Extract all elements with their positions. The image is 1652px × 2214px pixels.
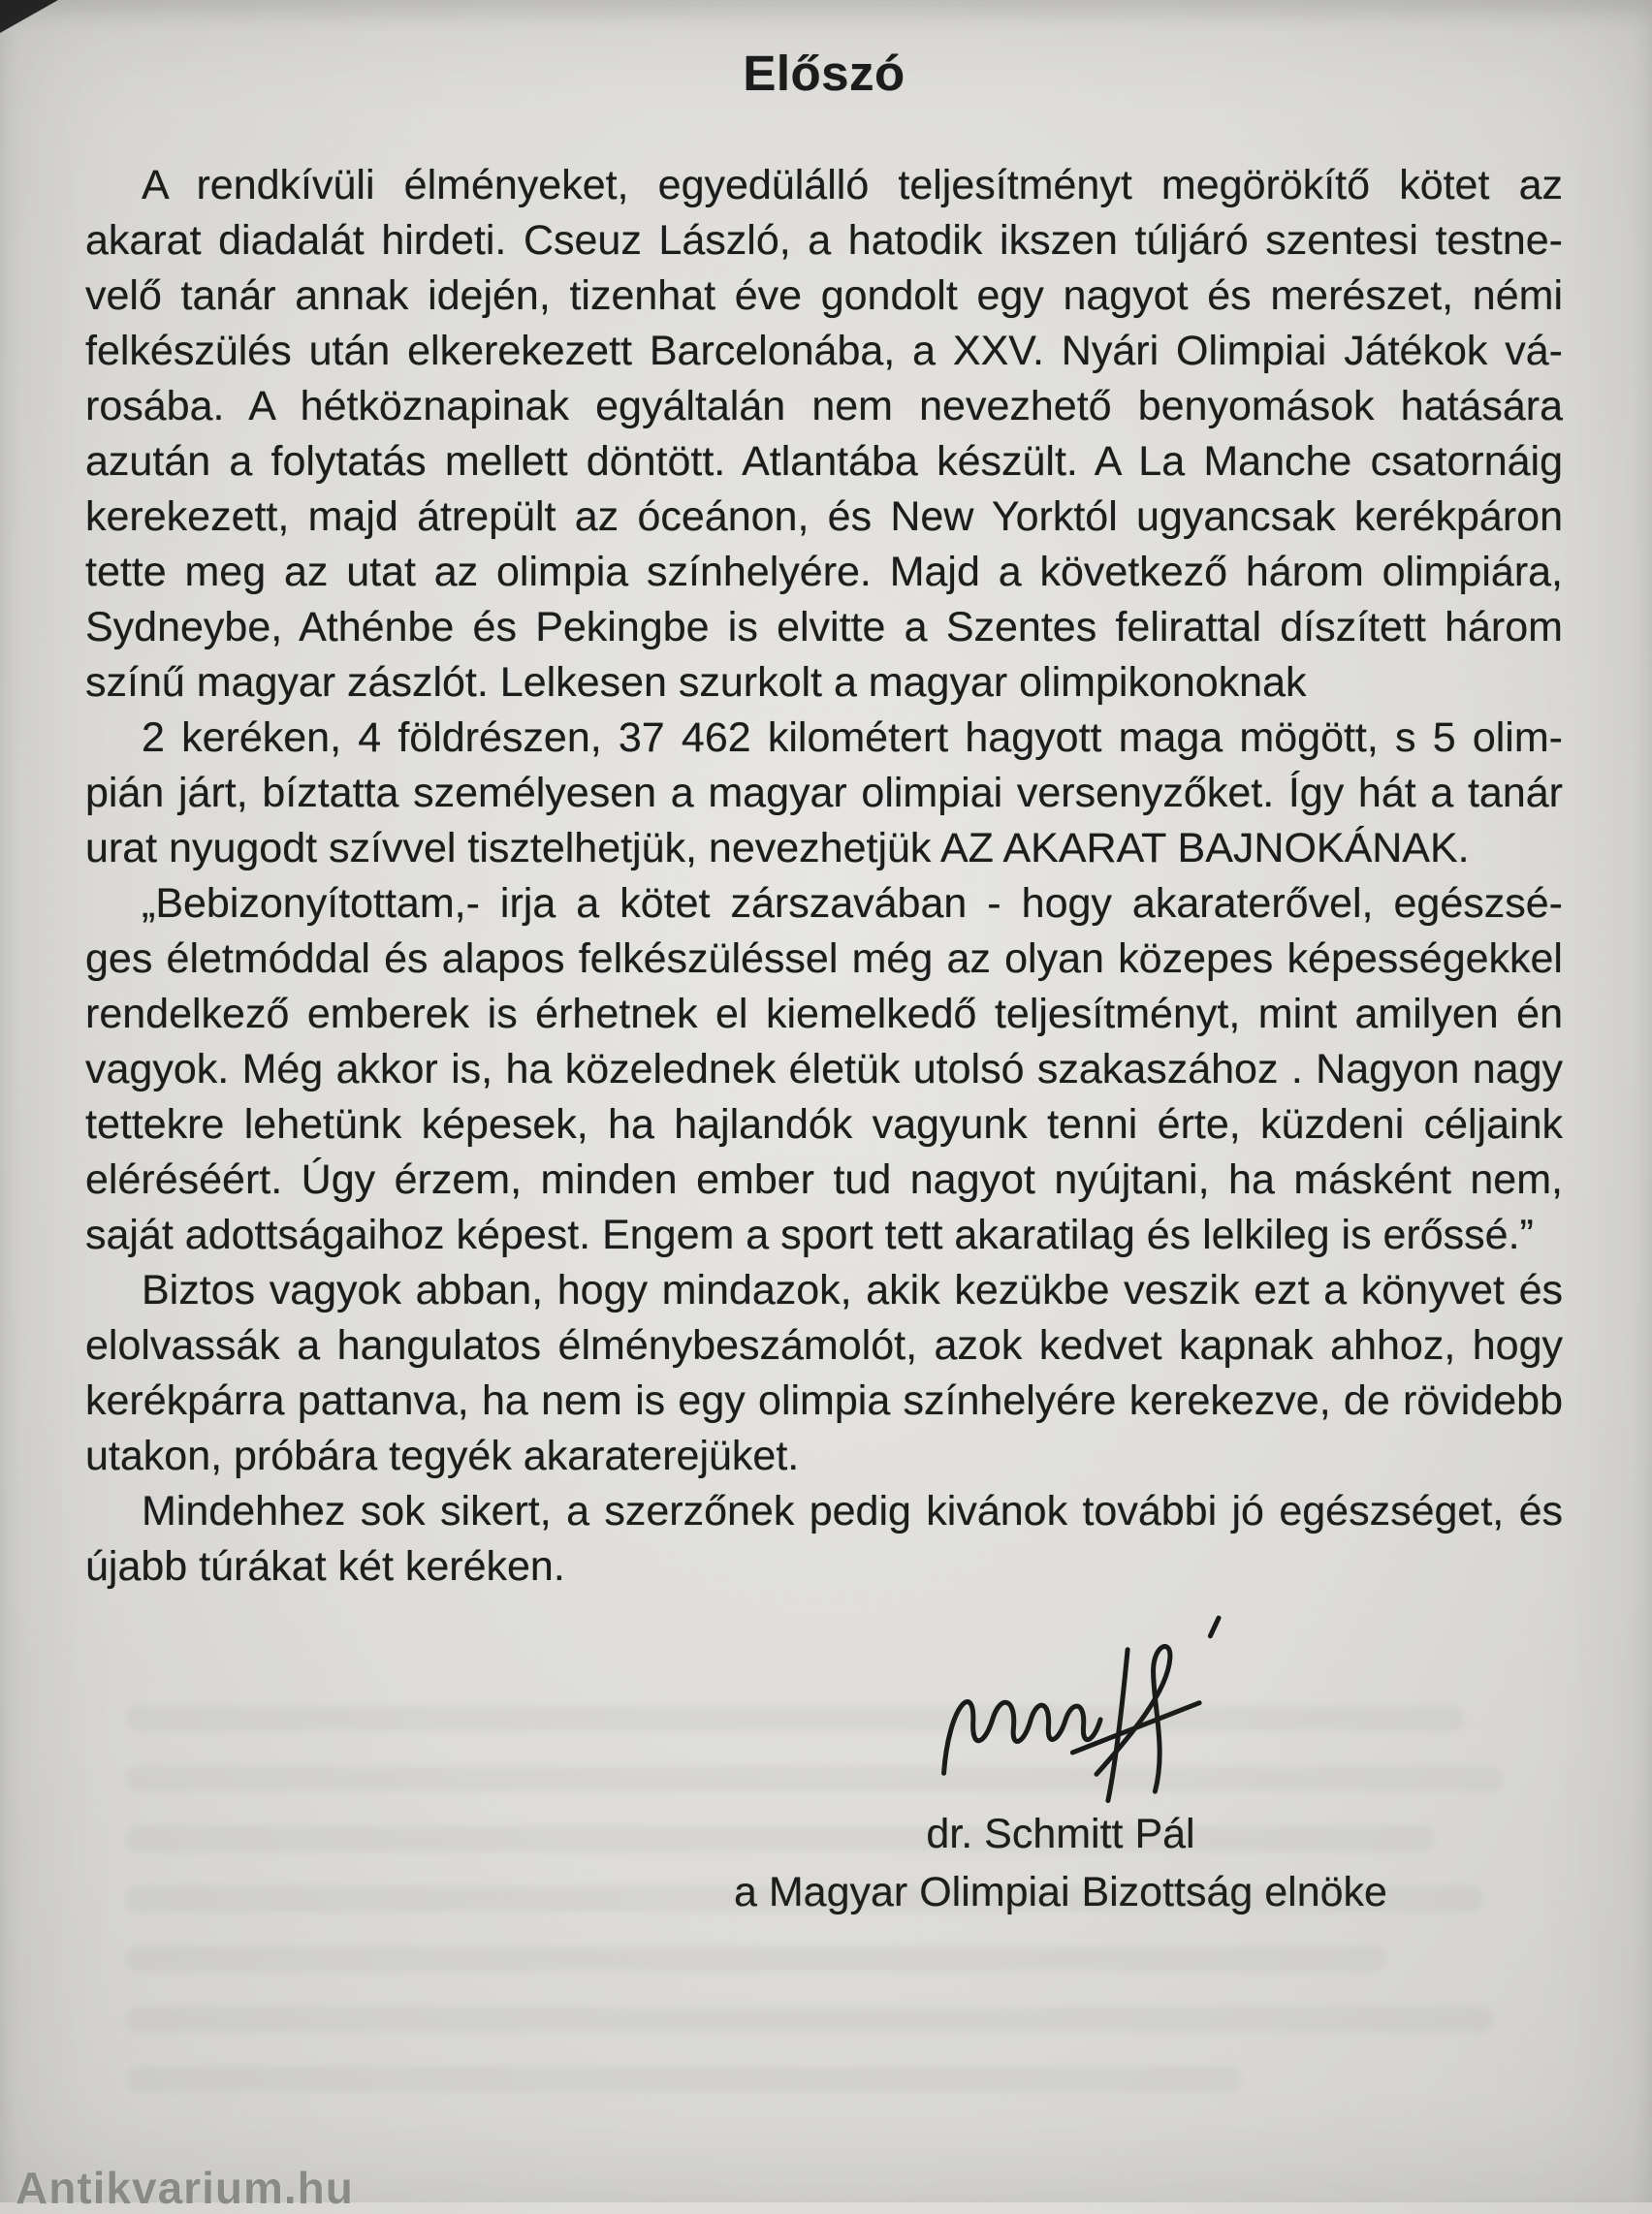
paragraph — [85, 1263, 1563, 1484]
text-line: elolvassák a hangulatos élménybeszámolót, azok kedvet kapnak ahhoz, hogy — [85, 1322, 1563, 1369]
text-line: 2 keréken, 4 földrészen, 37 462 kilométert hagyott maga mögött, s 5 olim- — [142, 714, 1563, 761]
text-line: saját adottságaihoz képest. Engem a sport tett akaratilag és lelkileg is erőssé.” — [85, 1212, 1534, 1258]
text-line: Biztos vagyok abban, hogy mindazok, akik kezükbe veszik ezt a könyvet és — [142, 1267, 1563, 1313]
signature-scribble — [918, 1609, 1251, 1830]
page-title: Előszó — [743, 46, 905, 101]
bleed-through-line — [126, 2007, 1493, 2032]
text-line: eléréséért. Úgy érzem, minden ember tud nagyot nyújtani, ha másként nem, — [85, 1156, 1563, 1203]
text-line: akarat diadalát hirdeti. Cseuz László, a hatodik ikszen túljáró szentesi testne- — [85, 217, 1563, 264]
paragraph — [85, 158, 1563, 711]
text-line: urat nyugodt szívvel tisztelhetjük, nevezhetjük AZ AKARAT BAJNOKÁNAK. — [85, 825, 1470, 871]
text-line: felkészülés után elkerekezett Barcelonába, a XXV. Nyári Olimpiai Játékok vá- — [85, 328, 1563, 374]
text-line: tettekre lehetünk képesek, ha hajlandók vagyunk tenni érte, küzdeni céljaink — [85, 1101, 1563, 1148]
text-line: velő tanár annak idején, tizenhat éve gondolt egy nagyot és merészet, némi — [85, 272, 1563, 319]
signature-section — [721, 1620, 1400, 1921]
signature-name: dr. Schmitt Pál — [926, 1811, 1195, 1857]
text-line: ges életmóddal és alapos felkészüléssel még az olyan közepes képességekkel — [85, 935, 1563, 982]
text-line: „Bebizonyítottam,- irja a kötet zárszavában - hogy akaraterővel, egészsé- — [142, 880, 1563, 927]
text-line: színű magyar zászlót. Lelkesen szurkolt a magyar olimpikonoknak — [85, 659, 1307, 706]
paragraph — [85, 876, 1563, 1263]
text-line: A rendkívüli élményeket, egyedülálló teljesítményt megörökítő kötet az — [142, 162, 1563, 208]
text-line: Sydneybe, Athénbe és Pekingbe is elvitte a Szentes felirattal díszített három — [85, 604, 1563, 650]
text-line: tette meg az utat az olimpia színhelyére. Majd a következő három olimpiára, — [85, 549, 1563, 595]
text-line: azután a folytatás mellett döntött. Atlantába készült. A La Manche csatornáig — [85, 438, 1563, 485]
bleed-through-line — [126, 1946, 1386, 1972]
text-line: pián járt, bíztatta személyesen a magyar olimpiai versenyzőket. Így hát a tanár — [85, 770, 1563, 816]
text-line: Mindehhez sok sikert, a szerzőnek pedig kivánok további jó egészséget, és — [142, 1488, 1563, 1534]
paragraph — [85, 1484, 1563, 1595]
text-line: utakon, próbára tegyék akaraterejüket. — [85, 1433, 800, 1479]
text-line: rosába. A hétköznapinak egyáltalán nem nevezhető benyomások hatására — [85, 383, 1563, 429]
paragraph — [85, 711, 1563, 876]
signature-role: a Magyar Olimpiai Bizottság elnöke — [734, 1869, 1387, 1915]
watermark: Antikvarium.hu — [16, 2163, 354, 2213]
body-paragraphs — [85, 158, 1563, 1595]
bleed-through-line — [126, 2067, 1241, 2092]
text-line: vagyok. Még akkor is, ha közelednek életük utolsó szakaszához . Nagyon nagy — [85, 1046, 1563, 1092]
text-line: rendelkező emberek is érhetnek el kiemelkedő teljesítményt, mint amilyen én — [85, 991, 1563, 1037]
text-line: kerékpárra pattanva, ha nem is egy olimpia színhelyére kerekezve, de rövidebb — [85, 1377, 1563, 1424]
text-line: kerekezett, majd átrepült az óceánon, és New Yorktól ugyancsak kerékpáron — [85, 493, 1563, 540]
text-line: újabb túrákat két keréken. — [85, 1543, 565, 1590]
